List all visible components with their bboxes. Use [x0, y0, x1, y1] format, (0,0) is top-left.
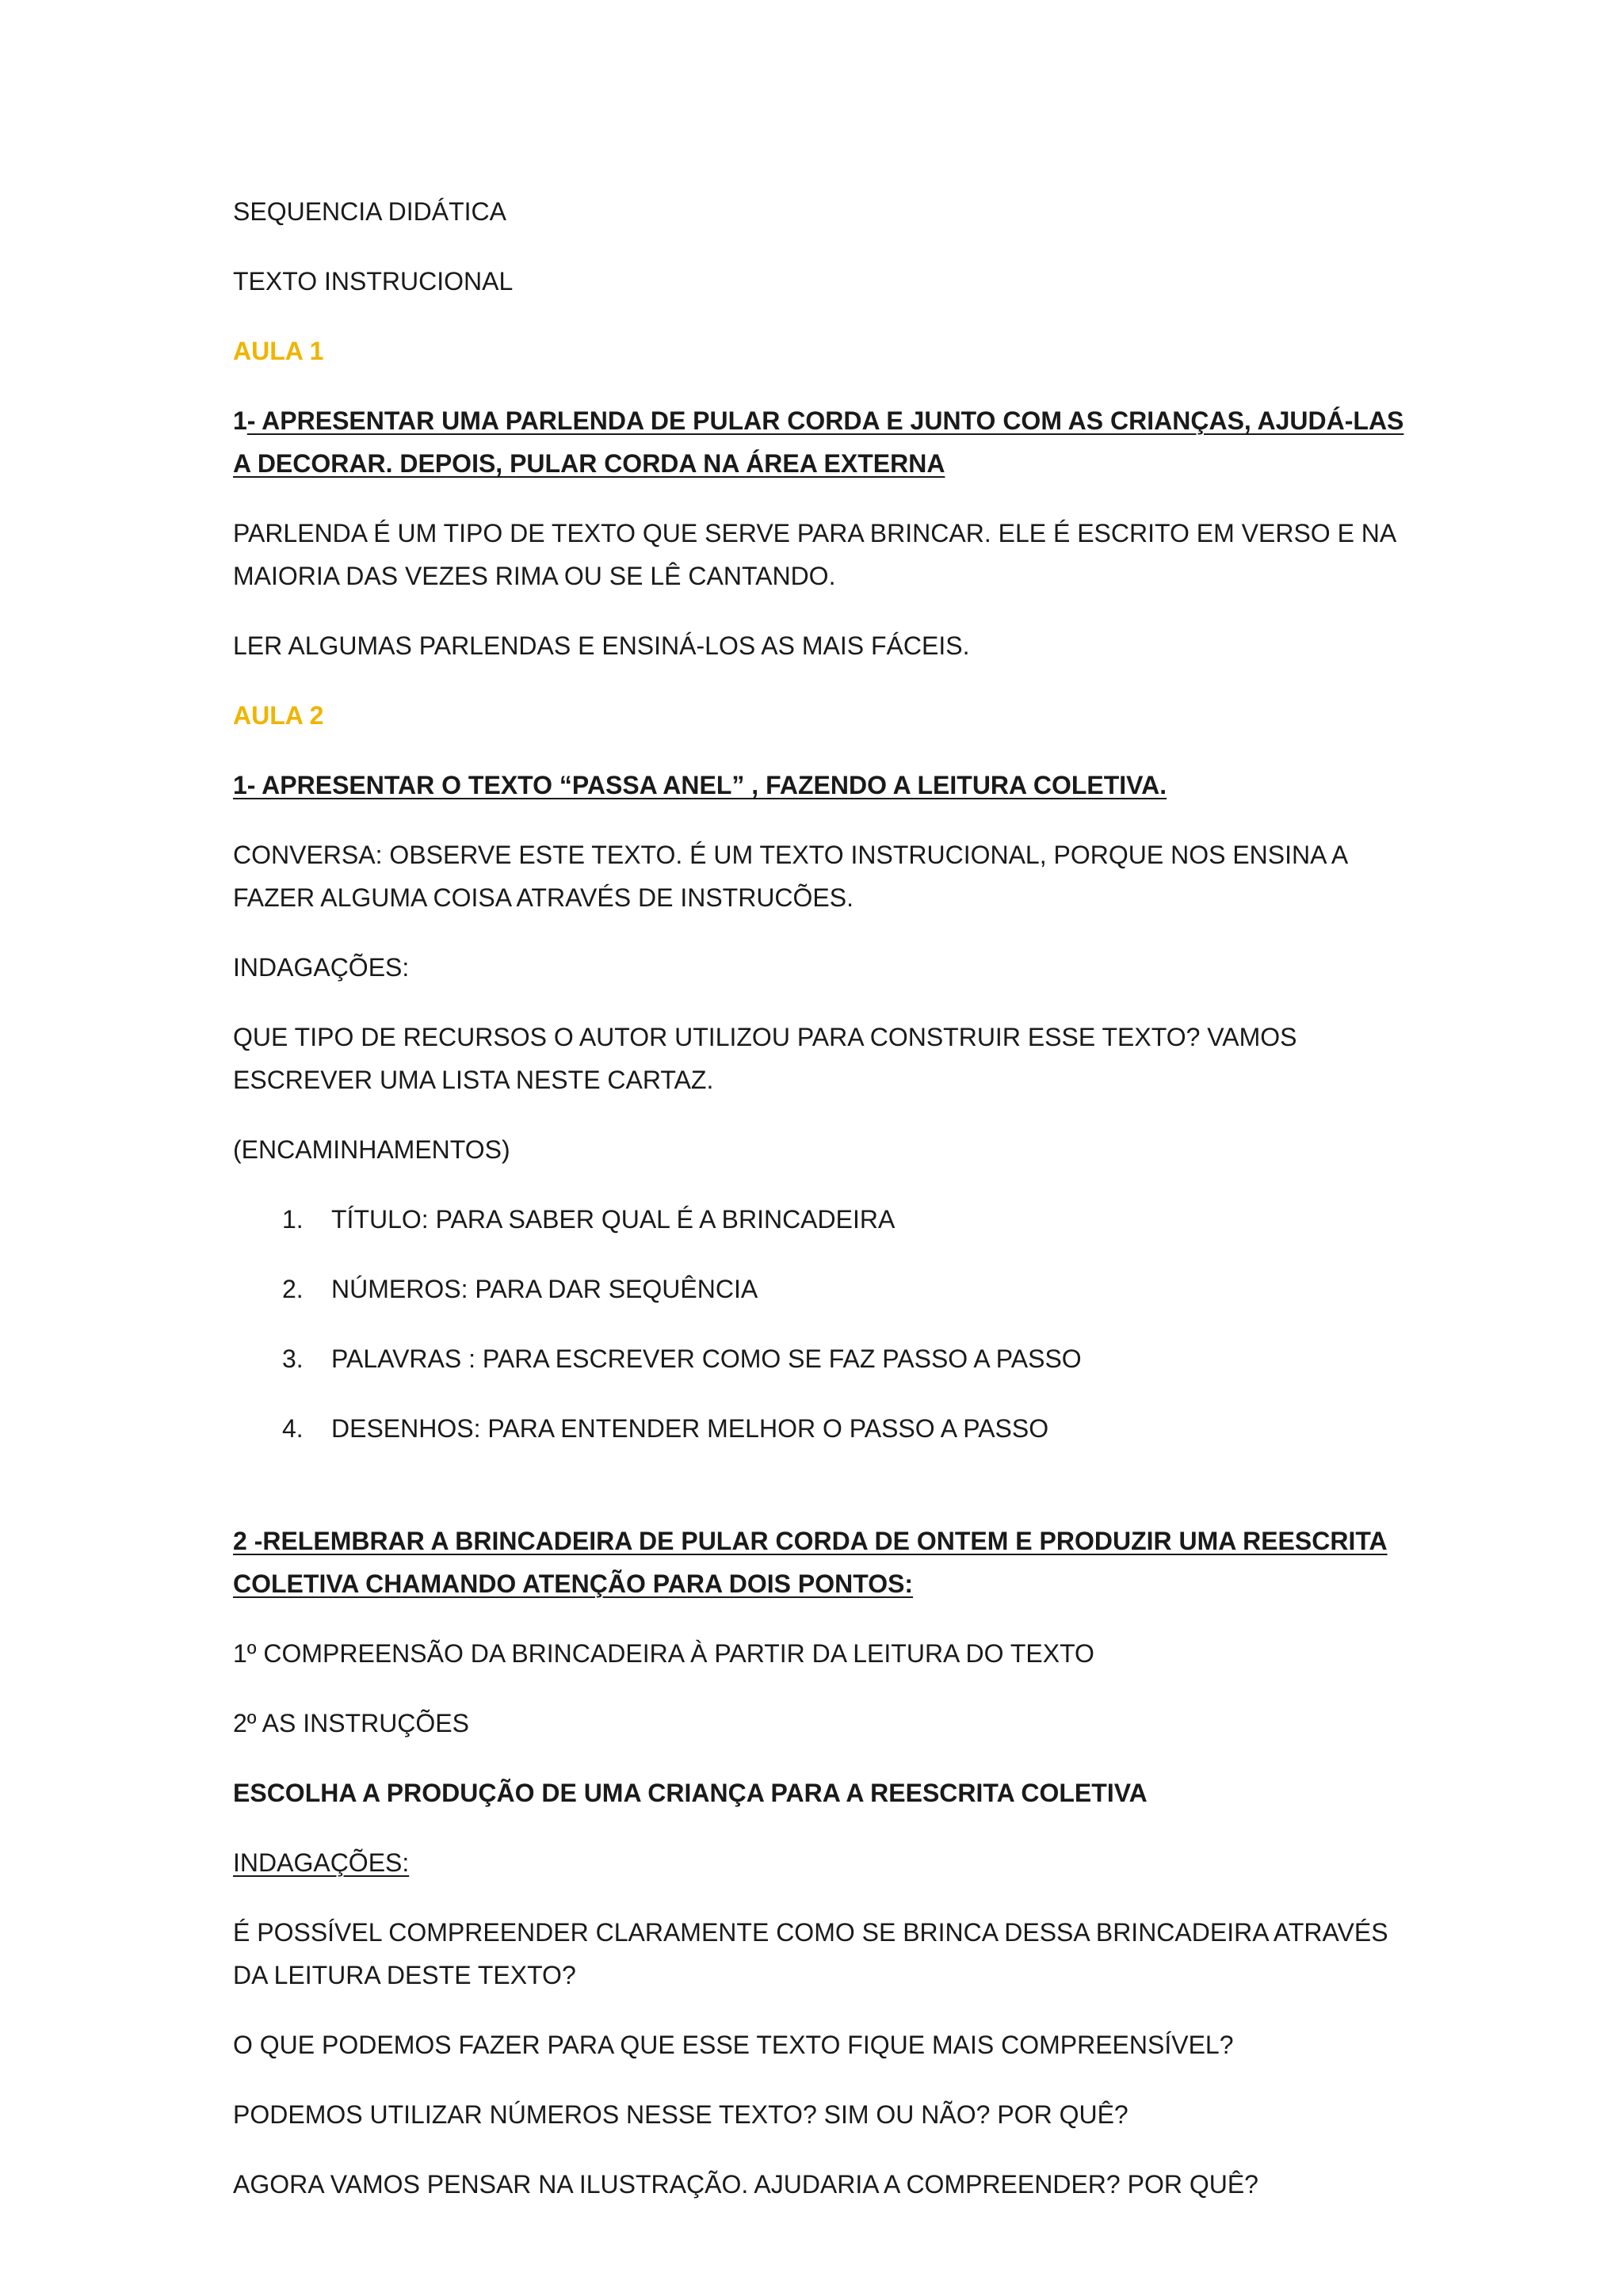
aula2-indagacoes2: INDAGAÇÕES: [233, 1848, 410, 1877]
encaminhamentos-list [233, 1198, 1406, 1450]
aula2-q1: É POSSÍVEL COMPREENDER CLARAMENTE COMO SE BRINCA DESSA BRINCADEIRA ATRAVÉS DA LEITURA DESTE TEXTO? [233, 1918, 1388, 1989]
aula2-escolha: ESCOLHA A PRODUÇÃO DE UMA CRIANÇA PARA A REESCRITA COLETIVA [233, 1779, 1148, 1807]
aula1-item1 [233, 399, 1406, 485]
list-item-number: 1. [282, 1205, 304, 1234]
aula2-encaminhamentos: (ENCAMINHAMENTOS) [233, 1135, 510, 1164]
list-item-text: NÚMEROS: PARA DAR SEQUÊNCIA [331, 1275, 758, 1303]
list-item-text: DESENHOS: PARA ENTENDER MELHOR O PASSO A PASSO [331, 1414, 1049, 1443]
list-item-number: 4. [282, 1414, 304, 1443]
aula1-item1-prefix: 1 [233, 406, 247, 435]
list-item-text: PALAVRAS : PARA ESCREVER COMO SE FAZ PASSO A PASSO [331, 1344, 1082, 1373]
document-body [233, 190, 1406, 2233]
blank-line [233, 1477, 1406, 1520]
aula1-para2: LER ALGUMAS PARLENDAS E ENSINÁ-LOS AS MAIS FÁCEIS. [233, 631, 970, 660]
aula1-heading: AULA 1 [233, 337, 324, 365]
aula2-conversa: CONVERSA: OBSERVE ESTE TEXTO. É UM TEXTO INSTRUCIONAL, PORQUE NOS ENSINA A FAZER ALGUMA COISA ATRAVÉS DE INSTRUCÕES. [233, 841, 1347, 912]
aula2-q3: PODEMOS UTILIZAR NÚMEROS NESSE TEXTO? SIM OU NÃO? POR QUÊ? [233, 2100, 1128, 2129]
list-item [233, 1198, 1406, 1241]
doc-subtitle: TEXTO INSTRUCIONAL [233, 267, 514, 296]
list-item [233, 1407, 1406, 1450]
list-item-number: 3. [282, 1344, 304, 1373]
aula2-question: QUE TIPO DE RECURSOS O AUTOR UTILIZOU PARA CONSTRUIR ESSE TEXTO? VAMOS ESCREVER UMA LISTA NESTE CARTAZ. [233, 1023, 1297, 1094]
aula1-item1-text: - APRESENTAR UMA PARLENDA DE PULAR CORDA E JUNTO COM AS CRIANÇAS, AJUDÁ-LAS A DECORAR. DEPOIS, PULAR CORDA NA ÁREA EXTERNA [233, 406, 1404, 478]
aula2-item1: 1- APRESENTAR O TEXTO “PASSA ANEL” , FAZENDO A LEITURA COLETIVA. [233, 771, 1167, 799]
aula2-q4: AGORA VAMOS PENSAR NA ILUSTRAÇÃO. AJUDARIA A COMPREENDER? POR QUÊ? [233, 2170, 1258, 2199]
list-item [233, 1268, 1406, 1310]
aula2-q2: O QUE PODEMOS FAZER PARA QUE ESSE TEXTO FIQUE MAIS COMPREENSÍVEL? [233, 2031, 1234, 2059]
list-item-number: 2. [282, 1275, 304, 1303]
list-item [233, 1337, 1406, 1380]
aula2-point1: 1º COMPREENSÃO DA BRINCADEIRA À PARTIR DA LEITURA DO TEXTO [233, 1639, 1094, 1668]
list-item-text: TÍTULO: PARA SABER QUAL É A BRINCADEIRA [331, 1205, 896, 1234]
aula2-indagacoes: INDAGAÇÕES: [233, 953, 410, 982]
aula2-point2: 2º AS INSTRUÇÕES [233, 1709, 469, 1737]
aula1-para1: PARLENDA É UM TIPO DE TEXTO QUE SERVE PARA BRINCAR. ELE É ESCRITO EM VERSO E NA MAIORIA DAS VEZES RIMA OU SE LÊ CANTANDO. [233, 519, 1396, 590]
aula2-item2: 2 -RELEMBRAR A BRINCADEIRA DE PULAR CORDA DE ONTEM E PRODUZIR UMA REESCRITA COLETIVA CHAMANDO ATENÇÃO PARA DOIS PONTOS: [233, 1527, 1388, 1598]
doc-title: SEQUENCIA DIDÁTICA [233, 197, 506, 226]
aula2-heading: AULA 2 [233, 701, 324, 730]
